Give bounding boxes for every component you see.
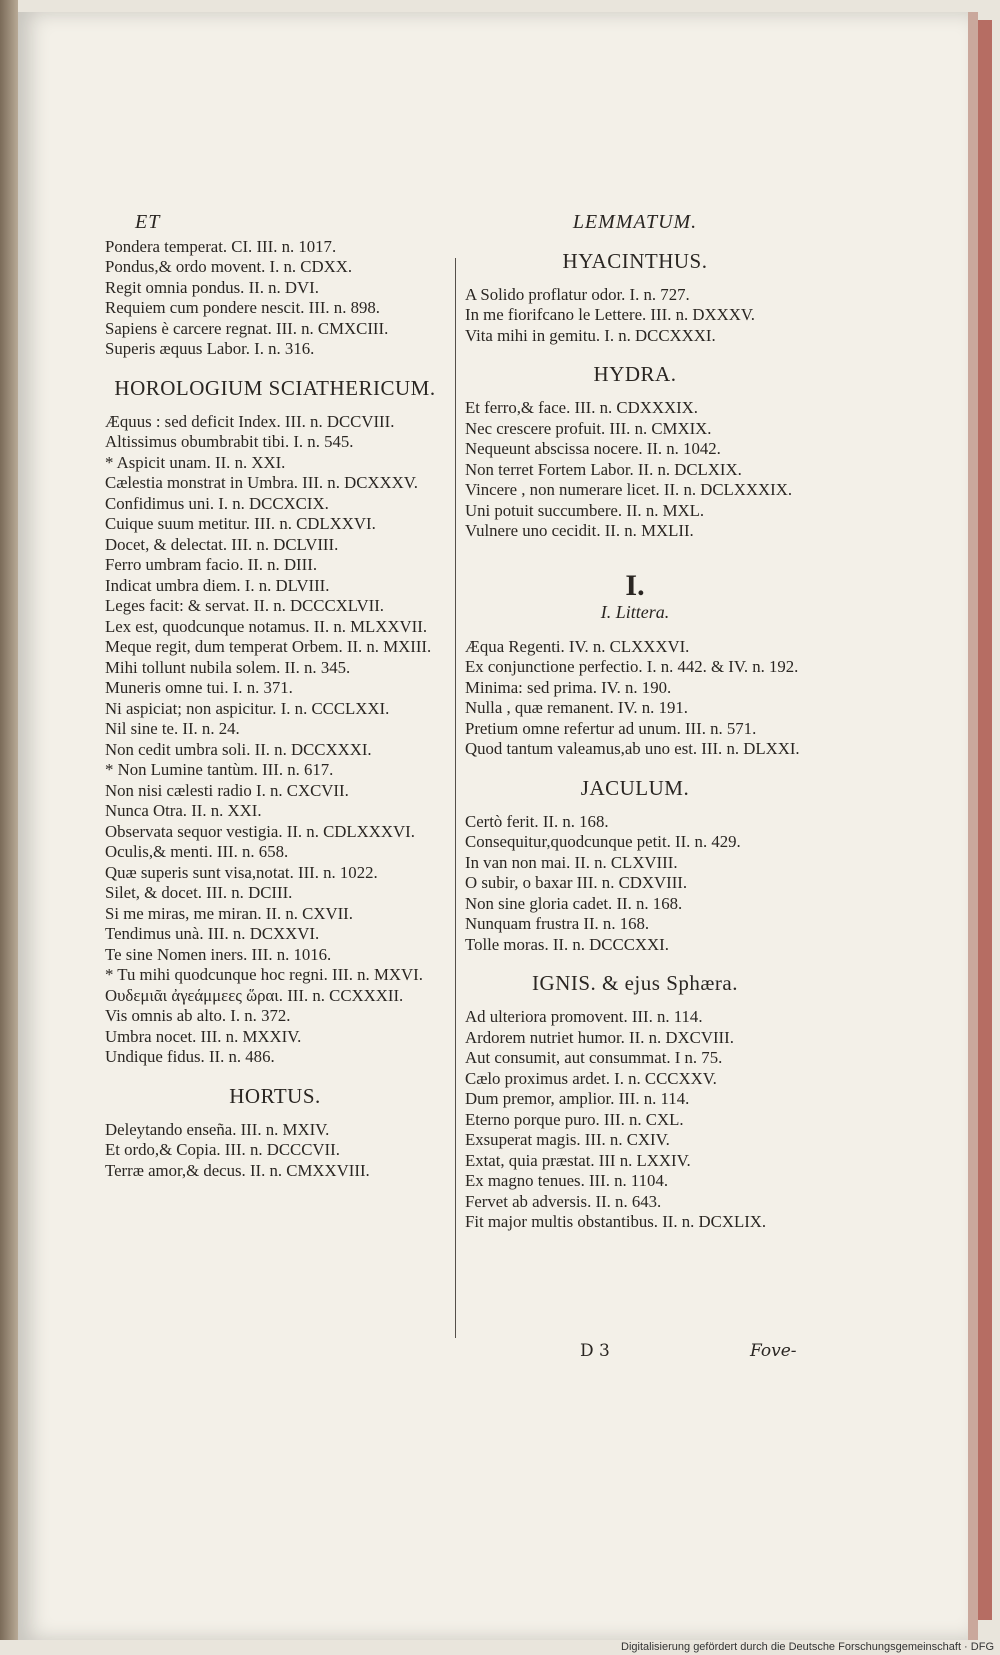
section-heading: JACULUM. xyxy=(580,775,690,800)
index-entry: Ad ulteriora promovent. III. n. 114. xyxy=(465,1007,703,1026)
index-entry: Deleytando enseña. III. n. MXIV. xyxy=(105,1119,330,1139)
index-entry: Terræ amor,& decus. II. n. CMXXVIII. xyxy=(105,1160,370,1180)
index-entry: Minima: sed prima. IV. n. 190. xyxy=(465,677,672,697)
index-entry: Consequitur,quodcunque petit. II. n. 429. xyxy=(465,832,741,851)
index-entry: Vita mihi in gemitu. I. n. DCCXXXI. xyxy=(465,325,716,345)
index-entry: Vincere , non numerare licet. II. n. DCLXXXIX. xyxy=(465,480,793,499)
index-entry: Nunca Otra. II. n. XXI. xyxy=(105,801,262,820)
page-fore-edge xyxy=(978,20,992,1620)
index-entry: Indicat umbra diem. I. n. DLVIII. xyxy=(105,575,330,595)
section-heading: IGNIS. & ejus Sphæra. xyxy=(532,971,738,995)
index-entry: Exsuperat magis. III. n. CXIV. xyxy=(465,1130,670,1149)
index-entry: Fervet ab adversis. II. n. 643. xyxy=(465,1191,662,1211)
index-entry: Et ordo,& Copia. III. n. DCCCVII. xyxy=(105,1140,340,1159)
index-entry: Pretium omne refertur ad unum. III. n. 571. xyxy=(465,718,757,738)
index-entry: Cuique suum metitur. III. n. CDLXXVI. xyxy=(105,514,376,533)
index-entry: Confidimus uni. I. n. DCCXCIX. xyxy=(105,493,329,513)
right-sections-bottom xyxy=(465,776,805,1233)
index-entry: Docet, & delectat. III. n. DCLVIII. xyxy=(105,534,339,554)
index-entry: Nec crescere profuit. III. n. CMXIX. xyxy=(465,418,712,438)
index-entry: Æqua Regenti. IV. n. CLXXXVI. xyxy=(465,636,690,656)
index-entry: Nequeunt abscissa nocere. II. n. 1042. xyxy=(465,439,721,458)
index-entry: Superis æquus Labor. I. n. 316. xyxy=(105,339,315,358)
digitization-credit: Digitalisierung gefördert durch die Deutsche Forschungsgemeinschaft · DFG xyxy=(621,1641,994,1653)
index-entry: Uni potuit succumbere. II. n. MXL. xyxy=(465,500,705,520)
index-entry: * Non Lumine tantùm. III. n. 617. xyxy=(105,760,334,779)
left-sections xyxy=(105,376,445,1182)
column-divider xyxy=(455,258,456,1338)
index-entry: Si me miras, me miran. II. n. CXVII. xyxy=(105,903,353,923)
index-entry: In van non mai. II. n. CLXVIII. xyxy=(465,852,678,872)
index-entry: * Aspicit unam. II. n. XXI. xyxy=(105,452,286,472)
index-entry: Nil sine te. II. n. 24. xyxy=(105,719,240,738)
section-heading: HOROLOGIUM SCIATHERICUM. xyxy=(114,375,436,400)
index-entry: Altissimus obumbrabit tibi. I. n. 545. xyxy=(105,432,354,451)
index-entry: Sapiens è carcere regnat. III. n. CMXCIII. xyxy=(105,318,389,338)
section-heading: HYDRA. xyxy=(593,362,677,386)
index-entry: Extat, quia præstat. III n. LXXIV. xyxy=(465,1150,691,1170)
index-entry: Quod tantum valeamus,ab uno est. III. n. DLXXI. xyxy=(465,739,800,758)
index-entry: Regit omnia pondus. II. n. DVI. xyxy=(105,277,319,297)
index-entry: Ardorem nutriet humor. II. n. DXCVIII. xyxy=(465,1027,734,1047)
index-entry: Umbra nocet. III. n. MXXIV. xyxy=(105,1026,302,1046)
index-entry: Ni aspiciat; non aspicitur. I. n. CCCLXXI. xyxy=(105,698,390,718)
index-entry: Meque regit, dum temperat Orbem. II. n. MXIII. xyxy=(105,637,432,656)
index-entry: Tolle moras. II. n. DCCCXXI. xyxy=(465,934,669,954)
index-entry: Non terret Fortem Labor. II. n. DCLXIX. xyxy=(465,459,742,479)
index-entry: Pondera temperat. CI. III. n. 1017. xyxy=(105,236,337,256)
index-entry: Æquus : sed deficit Index. III. n. DCCVIII. xyxy=(105,411,395,431)
index-entry: * Tu mihi quodcunque hoc regni. III. n. MXVI. xyxy=(105,965,423,984)
catchword: Fove- xyxy=(750,1341,797,1361)
index-entry: Nulla , quæ remanent. IV. n. 191. xyxy=(465,698,688,717)
index-entry: Ferro umbram facio. II. n. DIII. xyxy=(105,555,318,574)
index-entry: Muneris omne tui. I. n. 371. xyxy=(105,678,293,697)
index-entry: Eterno porque puro. III. n. CXL. xyxy=(465,1109,684,1129)
index-entry: A Solido proflatur odor. I. n. 727. xyxy=(465,284,690,304)
index-entry: Non nisi cælesti radio I. n. CXCVII. xyxy=(105,780,349,800)
index-entry: Nunquam frustra II. n. 168. xyxy=(465,914,650,933)
index-entry: In me fiorifcano le Lettere. III. n. DXXXV. xyxy=(465,305,755,324)
index-entry: Te sine Nomen iners. III. n. 1016. xyxy=(105,944,332,964)
index-entry: Non cedit umbra soli. II. n. DCCXXXI. xyxy=(105,739,372,759)
index-entry: Leges facit: & servat. II. n. DCCCXLVII. xyxy=(105,596,385,615)
index-entry: Requiem cum pondere nescit. III. n. 898. xyxy=(105,298,380,317)
index-entry: Non sine gloria cadet. II. n. 168. xyxy=(465,893,683,913)
index-entry: Lex est, quodcunque notamus. II. n. MLXXVII. xyxy=(105,616,428,636)
left-intro-entries xyxy=(105,237,445,360)
index-entry: Cælo proximus ardet. I. n. CCCXXV. xyxy=(465,1068,717,1088)
index-entry: Ex magno tenues. III. n. 1104. xyxy=(465,1171,669,1190)
letter-subheading: I. Littera. xyxy=(600,602,670,622)
index-entry: Tendimus unà. III. n. DCXXVI. xyxy=(105,924,320,943)
big-letter-heading: I. xyxy=(625,568,645,602)
index-entry: Mihi tollunt nubila solem. II. n. 345. xyxy=(105,657,351,677)
signature-mark: D 3 xyxy=(580,1341,610,1361)
index-entry: Cælestia monstrat in Umbra. III. n. DCXXXV. xyxy=(105,473,418,492)
index-entry: Quæ superis sunt visa,notat. III. n. 1022. xyxy=(105,862,378,882)
index-entry: Observata sequor vestigia. II. n. CDLXXXVI. xyxy=(105,821,415,841)
index-entry: Silet, & docet. III. n. DCIII. xyxy=(105,883,293,902)
index-entry: Oculis,& menti. III. n. 658. xyxy=(105,842,289,861)
book-spine-edge xyxy=(0,0,18,1640)
index-entry: O subir, o baxar III. n. CDXVIII. xyxy=(465,873,688,892)
right-running-header: LEMMATUM. xyxy=(572,211,698,233)
index-entry: Et ferro,& face. III. n. CDXXXIX. xyxy=(465,398,698,417)
index-entry: Vis omnis ab alto. I. n. 372. xyxy=(105,1006,291,1025)
index-entry: Pondus,& ordo movent. I. n. CDXX. xyxy=(105,257,353,276)
index-entry: Ουδεμιᾶι ἀγεάμμεες ὥραι. III. n. CCXXXII. xyxy=(105,985,404,1005)
index-entry: Fit major multis obstantibus. II. n. DCXLIX. xyxy=(465,1212,767,1231)
index-entry: Dum premor, amplior. III. n. 114. xyxy=(465,1089,690,1108)
section-heading: HYACINTHUS. xyxy=(562,248,708,273)
index-entry: Undique fidus. II. n. 486. xyxy=(105,1047,275,1066)
letter-entries xyxy=(465,637,805,760)
right-column xyxy=(465,212,805,1233)
index-entry: Aut consumit, aut consummat. I n. 75. xyxy=(465,1048,723,1067)
index-entry: Certò ferit. II. n. 168. xyxy=(465,811,609,831)
right-sections-top xyxy=(465,249,805,542)
left-running-header: ET xyxy=(135,211,161,233)
index-entry: Vulnere uno cecidit. II. n. MXLII. xyxy=(465,521,694,540)
section-heading: HORTUS. xyxy=(229,1083,321,1108)
index-entry: Ex conjunctione perfectio. I. n. 442. & IV. n. 192. xyxy=(465,657,799,676)
left-column xyxy=(105,212,445,1181)
